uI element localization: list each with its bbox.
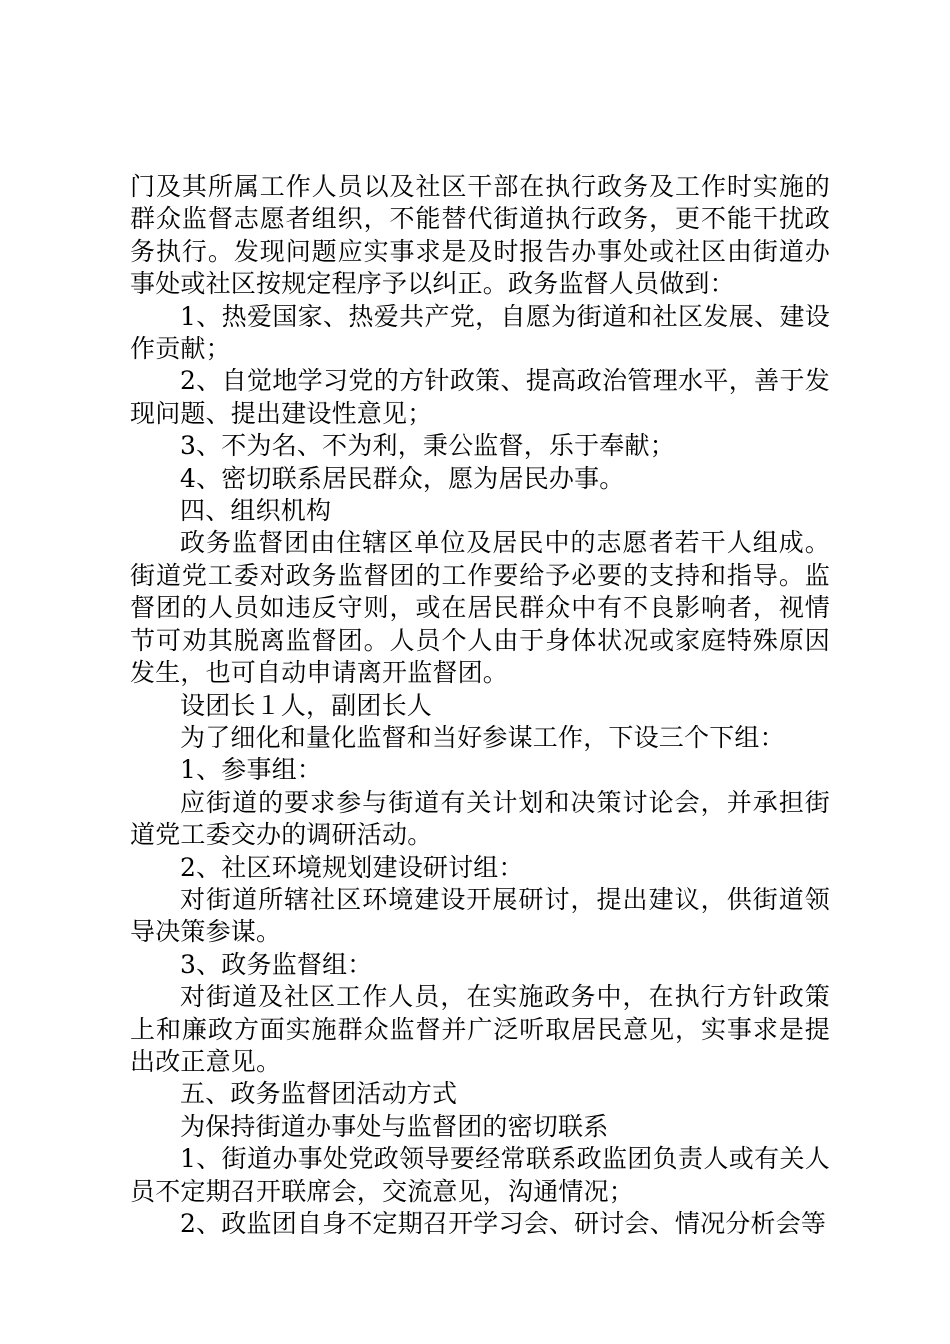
section-heading-activities: 五、政务监督团活动方式: [180, 1079, 458, 1109]
list-item-activity-2: 2、政监团自身不定期召开学习会、研讨会、情况分析会等: [180, 1209, 827, 1238]
paragraph-leadership: 设团长１人，副团长人: [180, 690, 433, 720]
list-item-activity-1: 1、街道办事处党政领导要经常联系政监团负责人或有关人员不定期召开联席会，交流意见，沟通情况；: [130, 1144, 830, 1206]
paragraph-groups-intro: 为了细化和量化监督和当好参谋工作，下设三个下组：: [180, 722, 785, 752]
group-heading-environment: 2、社区环境规划建设研讨组：: [180, 852, 524, 882]
paragraph-organization: 政务监督团由住辖区单位及居民中的志愿者若干人组成。街道党工委对政务监督团的工作要给予必要的支持和指导。监督团的人员如违反守则，或在居民群众中有不良影响者，视情节可劝其脱离监督团。人员个人由于身体状况或家庭特殊原因发生，也可自动申请离开监督团。: [130, 528, 830, 688]
list-item-duty-3: 3、不为名、不为利，秉公监督，乐于奉献；: [180, 431, 675, 461]
paragraph-advisory: 应街道的要求参与街道有关计划和决策讨论会，并承担街道党工委交办的调研活动。: [130, 787, 830, 850]
paragraph-intro: 门及其所属工作人员以及社区干部在执行政务及工作时实施的群众监督志愿者组织，不能替代街道执行政务，更不能干扰政务执行。发现问题应实事求是及时报告办事处或社区由街道办事处或社区按规定程序予以纠正。政务监督人员做到：: [130, 172, 830, 299]
list-item-duty-2: 2、自觉地学习党的方针政策、提高政治管理水平，善于发现问题、提出建设性意见；: [130, 366, 830, 428]
group-heading-supervision: 3、政务监督组：: [180, 949, 373, 979]
paragraph-environment: 对街道所辖社区环境建设开展研讨，提出建议，供街道领导决策参谋。: [130, 884, 830, 947]
list-item-duty-1: 1、热爱国家、热爱共产党，自愿为街道和社区发展、建设作贡献；: [130, 301, 830, 364]
document-body: [130, 171, 830, 1240]
paragraph-activities-intro: 为保持街道办事处与监督团的密切联系: [180, 1111, 609, 1141]
group-heading-advisory: 1、参事组：: [180, 755, 323, 785]
list-item-duty-4: 4、密切联系居民群众，愿为居民办事。: [180, 463, 625, 493]
section-heading-organization: 四、组织机构: [180, 496, 332, 526]
paragraph-supervision: 对街道及社区工作人员，在实施政务中，在执行方针政策上和廉政方面实施群众监督并广泛听取居民意见，实事求是提出改正意见。: [130, 982, 830, 1076]
